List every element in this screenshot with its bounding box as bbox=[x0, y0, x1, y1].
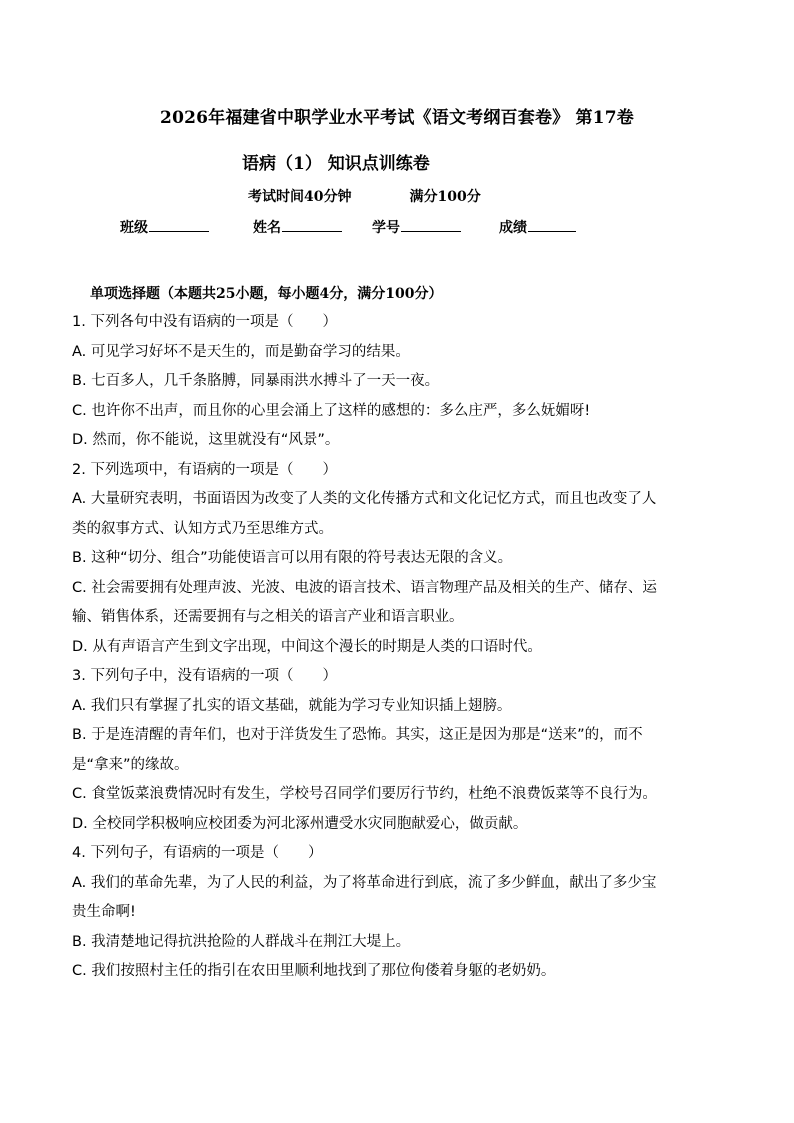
option-line: B. 七百多人，几千条胳膊，同暴雨洪水搏斗了一天一夜。 bbox=[72, 373, 440, 389]
option-line: C. 也许你不出声，而且你的心里会涌上了这样的感想的：多么庄严，多么妩媚呀! bbox=[72, 402, 591, 419]
question-line: 1. 下列各句中没有语病的一项是（ ） bbox=[72, 314, 337, 330]
student-id-label: 学号 bbox=[372, 220, 400, 236]
option-line: C. 我们按照村主任的指引在农田里顺利地找到了那位佝偻着身躯的老奶奶。 bbox=[72, 963, 556, 979]
option-line: C. 社会需要拥有处理声波、光波、电波的语言技术、语言物理产品及相关的生产、储存、运 bbox=[72, 579, 657, 596]
section-header: 单项选择题（本题共25小题，每小题4分，满分100分） bbox=[90, 286, 443, 302]
option-line: B. 这种“切分、组合”功能使语言可以用有限的符号表达无限的含义。 bbox=[72, 550, 513, 566]
option-line: A. 大量研究表明，书面语因为改变了人类的文化传播方式和文化记忆方式，而且也改变了人 bbox=[72, 491, 657, 507]
exam-subtitle: 语病（1） 知识点训练卷 bbox=[242, 154, 430, 174]
full-score: 满分100分 bbox=[409, 189, 481, 205]
name-blank[interactable] bbox=[282, 217, 342, 232]
option-line: D. 全校同学积极响应校团委为河北涿州遭受水灾同胞献爱心，做贡献。 bbox=[72, 815, 528, 832]
score-label: 成绩 bbox=[499, 220, 527, 236]
option-line: B. 于是连清醒的青年们，也对于洋货发生了恐怖。其实，这正是因为那是“送来”的，而不 bbox=[72, 727, 643, 743]
option-line: B. 我清楚地记得抗洪抢险的人群战斗在荆江大堤上。 bbox=[72, 933, 411, 950]
score-blank[interactable] bbox=[528, 217, 576, 232]
option-line-continued: 输、销售体系，还需要拥有与之相关的语言产业和语言职业。 bbox=[72, 609, 464, 625]
exam-time: 考试时间40分钟 bbox=[248, 189, 352, 205]
option-line: D. 然而，你不能说，这里就没有“风景”。 bbox=[72, 432, 340, 448]
option-line: C. 食堂饭菜浪费情况时有发生，学校号召同学们要厉行节约，杜绝不浪费饭菜等不良行为。 bbox=[72, 786, 657, 802]
option-line-continued: 类的叙事方式、认知方式乃至思维方式。 bbox=[72, 520, 333, 537]
option-line: A. 可见学习好坏不是天生的，而是勤奋学习的结果。 bbox=[72, 343, 410, 360]
name-field bbox=[253, 217, 342, 237]
question-body bbox=[72, 308, 724, 987]
option-line: A. 我们的革命先辈，为了人民的利益，为了将革命进行到底，流了多少鲜血，献出了多少宝 bbox=[72, 874, 657, 891]
question-line: 2. 下列选项中，有语病的一项是（ ） bbox=[72, 461, 337, 478]
student-id-blank[interactable] bbox=[401, 217, 461, 232]
score-field bbox=[499, 217, 576, 237]
option-line: A. 我们只有掌握了扎实的语文基础，就能为学习专业知识插上翅膀。 bbox=[72, 697, 512, 714]
class-blank[interactable] bbox=[149, 217, 209, 232]
student-info-row bbox=[120, 217, 576, 237]
question-line: 4. 下列句子，有语病的一项是（ ） bbox=[72, 845, 323, 861]
option-line: D. 从有声语言产生到文字出现，中间这个漫长的时期是人类的口语时代。 bbox=[72, 638, 542, 655]
option-line-continued: 贵生命啊! bbox=[72, 904, 136, 920]
exam-info bbox=[248, 186, 481, 206]
option-line-continued: 是“拿来”的缘故。 bbox=[72, 756, 189, 773]
student-id-field bbox=[372, 217, 461, 237]
name-label: 姓名 bbox=[253, 220, 281, 236]
class-label: 班级 bbox=[120, 220, 148, 236]
exam-title: 2026年福建省中职学业水平考试《语文考纲百套卷》 第17卷 bbox=[160, 108, 634, 128]
question-line: 3. 下列句子中，没有语病的一项（ ） bbox=[72, 668, 337, 684]
class-field bbox=[120, 217, 209, 237]
